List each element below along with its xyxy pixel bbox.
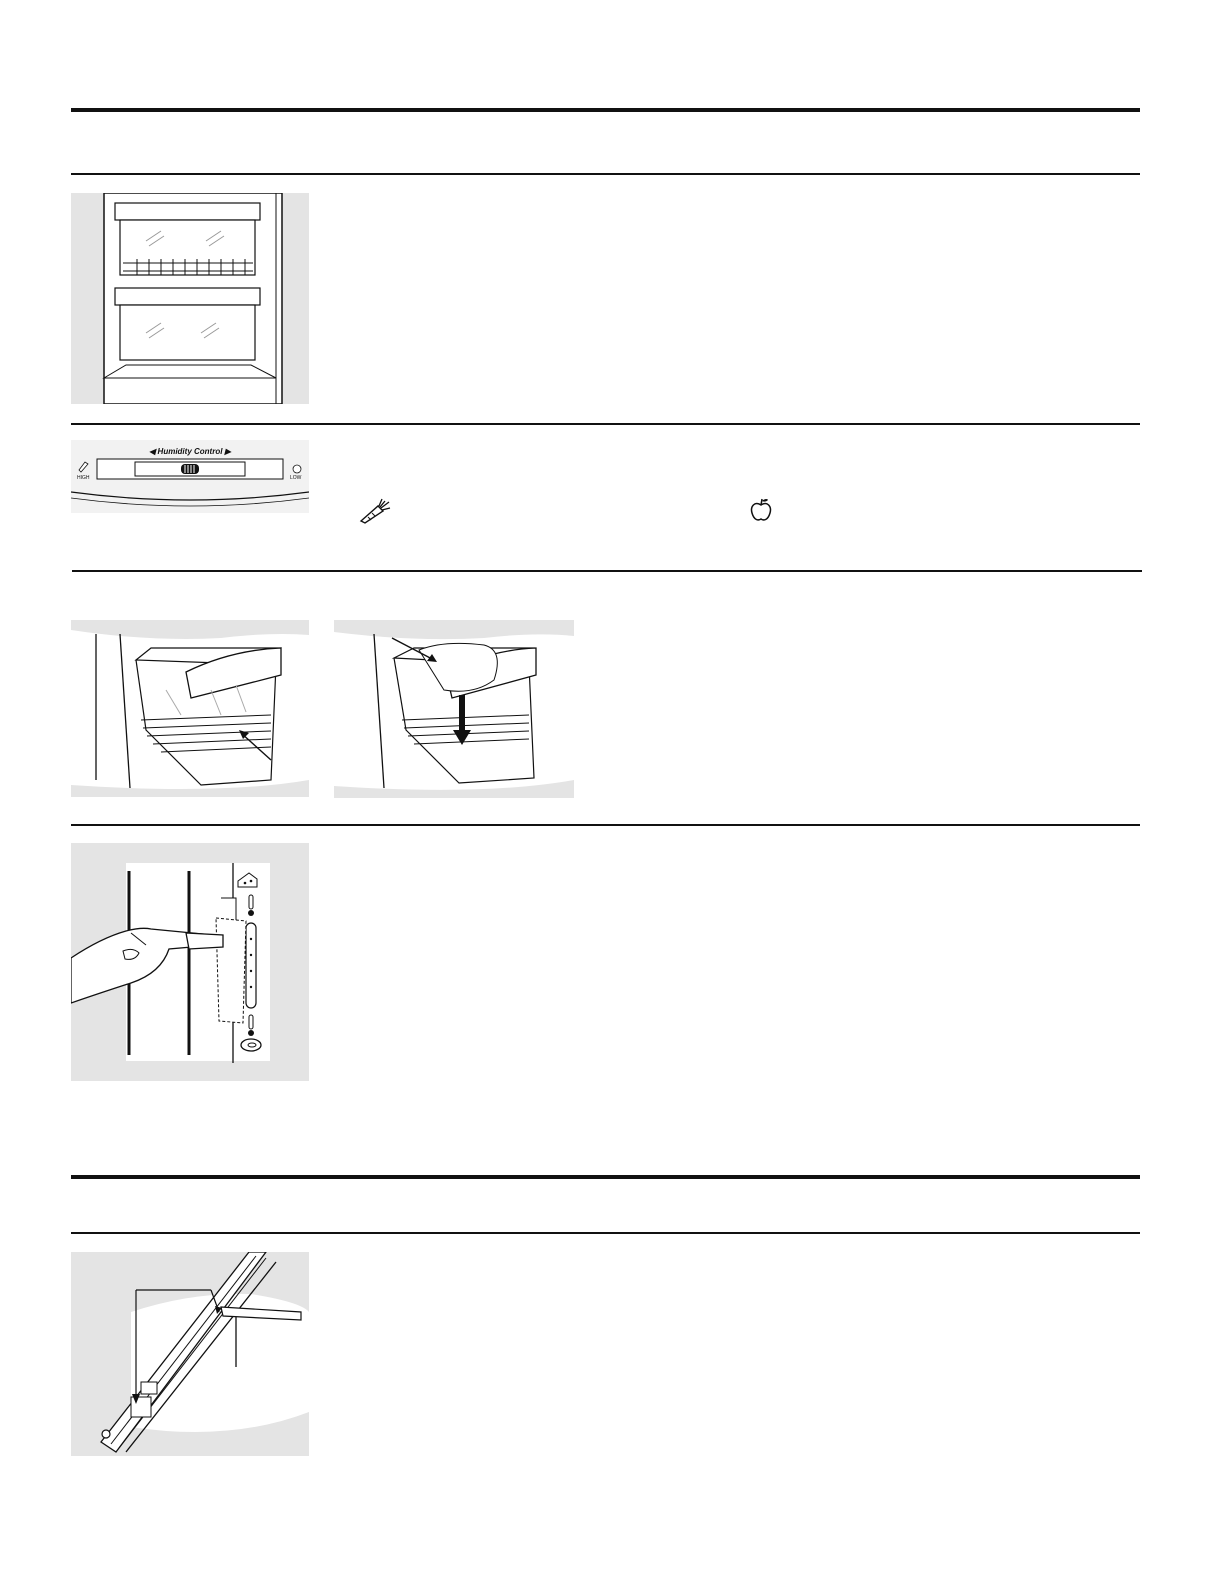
top-section-rule bbox=[71, 108, 1140, 112]
second-section-rule bbox=[71, 1175, 1140, 1179]
crisper-drawers-illustration bbox=[71, 193, 309, 404]
humidity-control-title: ◀ Humidity Control ▶ bbox=[149, 447, 231, 456]
slide-rails-section-rule bbox=[71, 1232, 1140, 1234]
humidity-section-rule bbox=[71, 423, 1140, 425]
humidity-high-label: HIGH bbox=[77, 475, 90, 481]
crisper-section-rule bbox=[71, 173, 1140, 175]
carrot-icon bbox=[358, 498, 392, 524]
meat-pan-section-rule bbox=[71, 824, 1140, 826]
humidity-control-illustration bbox=[71, 440, 309, 513]
drawer-removal-step2-illustration bbox=[334, 620, 574, 798]
slide-rails-illustration bbox=[71, 1252, 309, 1456]
apple-icon bbox=[749, 497, 773, 523]
humidity-low-label: LOW bbox=[290, 475, 302, 481]
drawer-removal-section-rule bbox=[72, 570, 1142, 572]
drawer-removal-step1-illustration bbox=[71, 620, 309, 797]
meat-pan-temperature-illustration bbox=[71, 843, 309, 1081]
